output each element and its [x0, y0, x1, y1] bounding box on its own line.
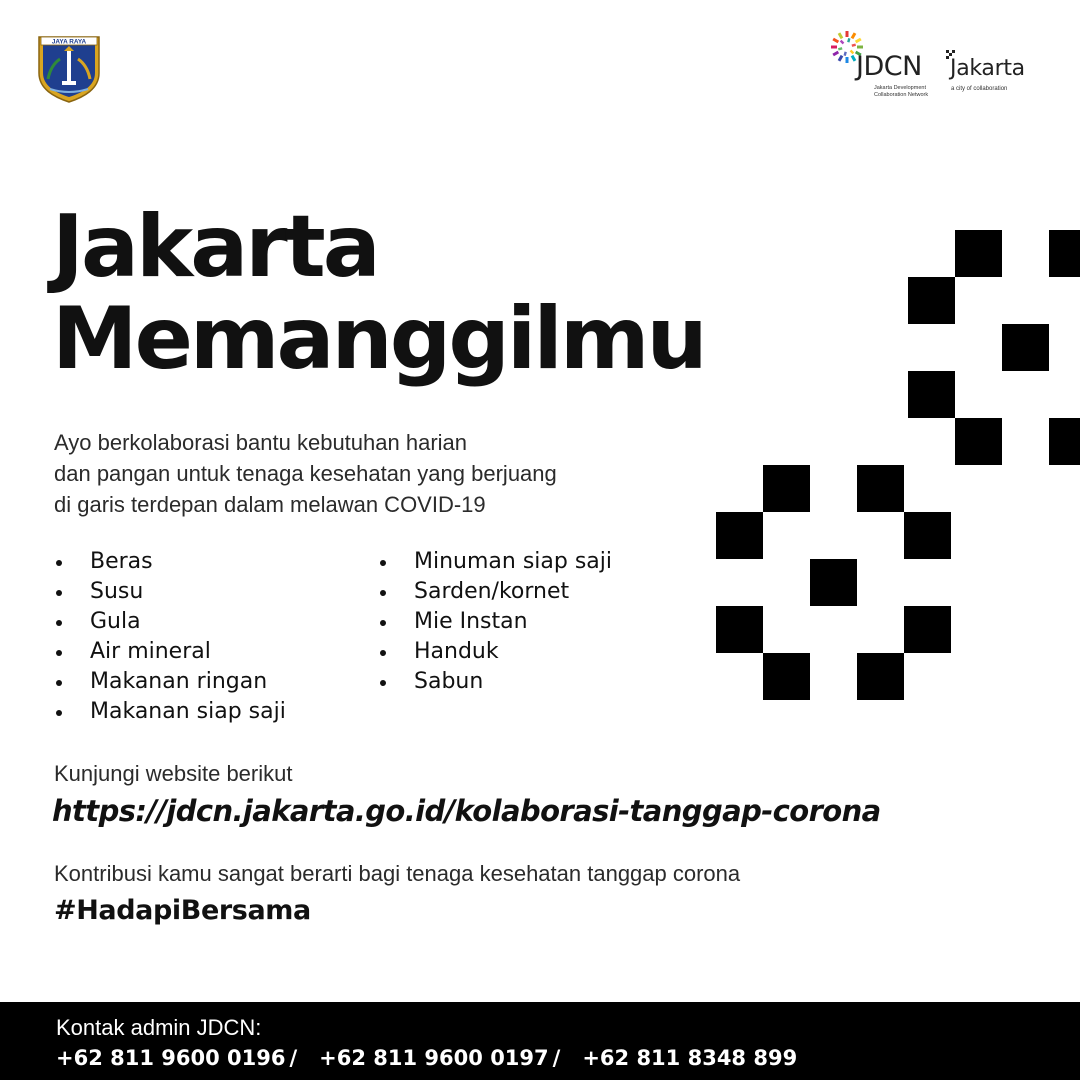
intro-line-2: dan pangan untuk tenaga kesehatan yang berjuang: [54, 461, 557, 486]
intro-line-3: di garis terdepan dalam melawan COVID-19: [54, 492, 486, 517]
phone-separator: /: [552, 1046, 561, 1070]
phone-number-3[interactable]: +62 811 8348 899: [582, 1046, 798, 1070]
page-title: [52, 197, 705, 389]
pattern-square: [908, 371, 955, 418]
crest-emblem-icon: [36, 33, 102, 103]
jakarta-tagline: a city of collaboration: [951, 86, 1008, 92]
jdcn-subtitle: Jakarta Development Collaboration Network: [874, 85, 929, 98]
hashtag: #HadapiBersama: [54, 895, 311, 926]
phone-separator: /: [289, 1046, 298, 1070]
pattern-square: [1049, 418, 1080, 465]
pattern-square: [955, 230, 1002, 277]
list-item: Susu: [54, 577, 286, 607]
list-item: Mie Instan: [378, 607, 612, 637]
jdcn-logo: [830, 30, 936, 100]
jakarta-crest-logo: [36, 33, 102, 103]
list-item: Sarden/kornet: [378, 577, 612, 607]
jakarta-city-logo: [946, 48, 1046, 98]
collaboration-website-link[interactable]: https://jdcn.jakarta.go.id/kolaborasi-tanggap-corona: [52, 794, 881, 828]
pixel-pattern-decoration: [700, 220, 1080, 710]
visit-website-label: Kunjungi website berikut: [54, 761, 293, 786]
jakarta-wordmark: Jakarta: [950, 56, 1025, 81]
pattern-square: [1049, 230, 1080, 277]
crest-banner-text: JAYA RAYA: [51, 38, 87, 46]
partner-logos: [830, 30, 1046, 100]
phone-number-1[interactable]: +62 811 9600 0196: [56, 1046, 286, 1070]
pattern-square: [716, 606, 763, 653]
pattern-square: [857, 653, 904, 700]
pattern-square: [716, 512, 763, 559]
intro-line-1: Ayo berkolaborasi bantu kebutuhan harian: [54, 430, 468, 455]
title-line-1: Jakarta: [52, 197, 378, 297]
phone-numbers: [56, 1044, 797, 1072]
jdcn-wordmark: JDCN: [856, 51, 922, 82]
pattern-square: [908, 277, 955, 324]
pattern-square: [810, 559, 857, 606]
pattern-square: [857, 465, 904, 512]
list-item: Gula: [54, 607, 286, 637]
list-item: Makanan siap saji: [54, 697, 286, 727]
contact-footer: [0, 1002, 1080, 1080]
list-item: Makanan ringan: [54, 667, 286, 697]
pattern-square: [763, 465, 810, 512]
needed-items-list-left: [54, 547, 286, 727]
pattern-square: [904, 606, 951, 653]
pattern-square: [1002, 324, 1049, 371]
needed-items-list-right: [378, 547, 612, 697]
list-item: Air mineral: [54, 637, 286, 667]
intro-paragraph: [54, 427, 654, 520]
list-item: Handuk: [378, 637, 612, 667]
pattern-square: [955, 418, 1002, 465]
title-line-2: Memanggilmu: [52, 289, 705, 389]
pattern-square: [904, 512, 951, 559]
contact-label: Kontak admin JDCN:: [56, 1015, 262, 1040]
list-item: Minuman siap saji: [378, 547, 612, 577]
contribution-text: Kontribusi kamu sangat berarti bagi tenaga kesehatan tanggap corona: [54, 861, 741, 886]
list-item: Sabun: [378, 667, 612, 697]
list-item: Beras: [54, 547, 286, 577]
pattern-square: [763, 653, 810, 700]
phone-number-2[interactable]: +62 811 9600 0197: [319, 1046, 549, 1070]
